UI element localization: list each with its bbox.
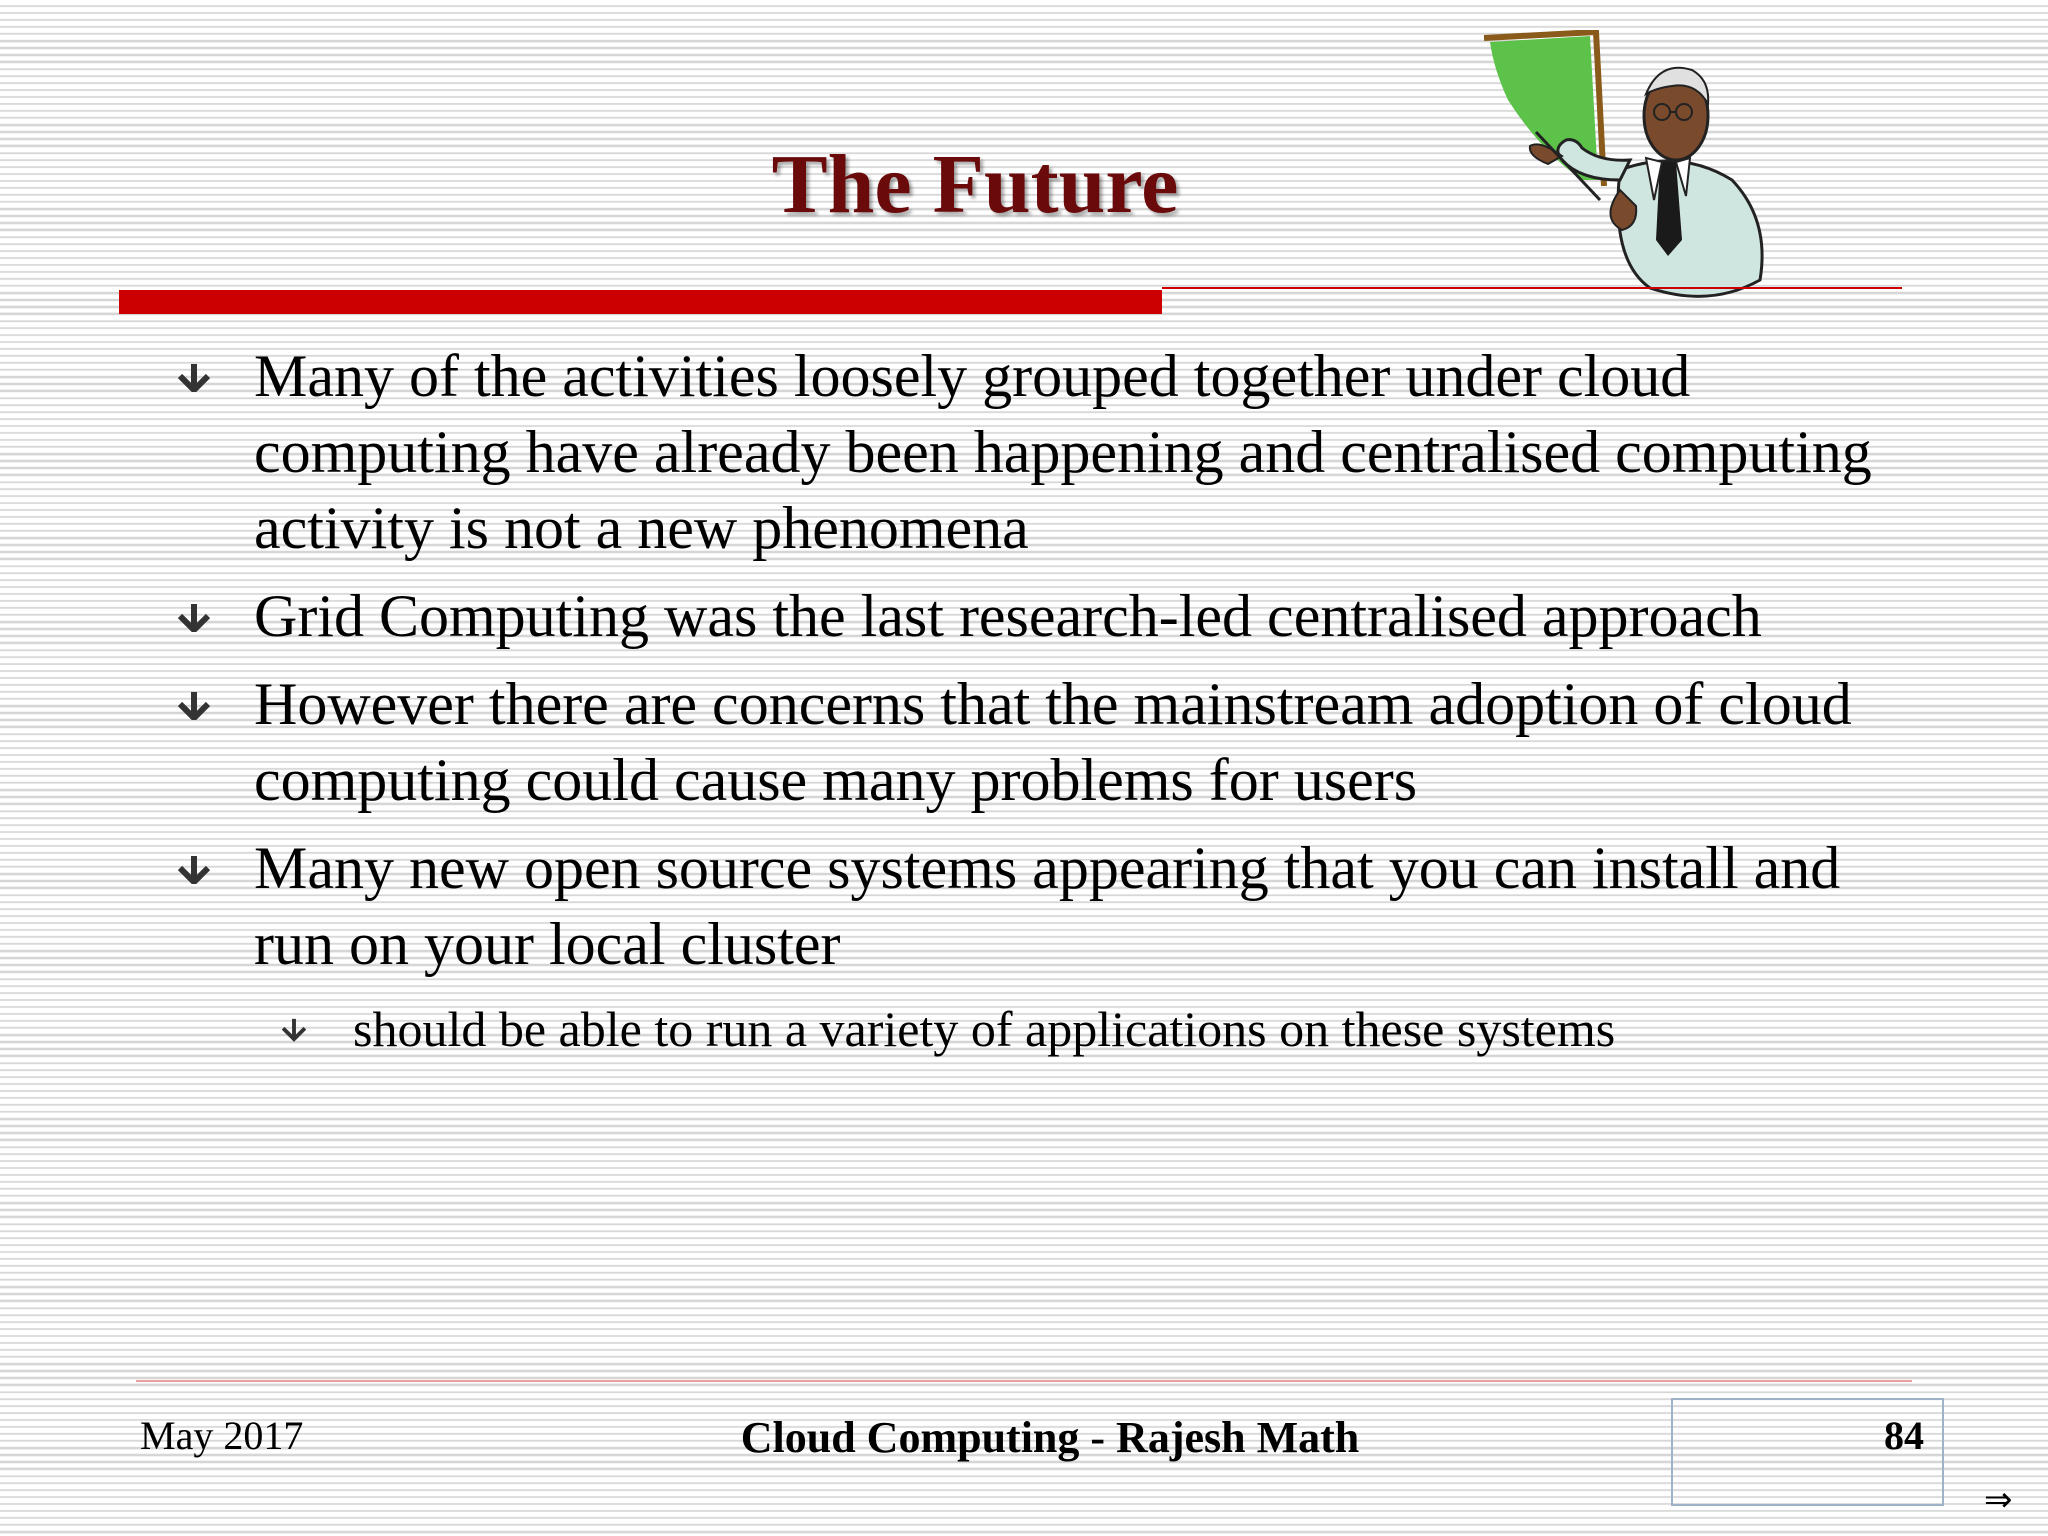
arrow-down-bullet-icon xyxy=(280,1016,308,1042)
sub-bullet-item xyxy=(170,994,1930,1064)
arrow-down-bullet-icon xyxy=(176,362,212,392)
slide-title: The Future xyxy=(771,138,1179,231)
title-accent-bar xyxy=(119,290,1162,314)
page-number: 84 xyxy=(1884,1413,1924,1458)
bullet-item xyxy=(170,830,1930,982)
footer-divider xyxy=(136,1380,1912,1382)
arrow-down-bullet-icon xyxy=(176,602,212,632)
bullet-item xyxy=(170,666,1930,818)
bullet-text: Grid Computing was the last research-led centralised approach xyxy=(254,583,1762,649)
bullet-item xyxy=(170,578,1930,654)
arrow-down-bullet-icon xyxy=(176,854,212,884)
bullet-text: Many new open source systems appearing that you can install and run on your local cluster xyxy=(254,835,1841,977)
bullet-item xyxy=(170,338,1930,566)
presenter-clipart-icon xyxy=(1470,30,1790,300)
footer-date: May 2017 xyxy=(140,1413,304,1458)
slide-content xyxy=(170,338,1930,1064)
footer-title: Cloud Computing - Rajesh Math xyxy=(740,1413,1360,1462)
next-slide-arrow-icon[interactable]: ⇒ xyxy=(1984,1480,2013,1520)
bullet-text: Many of the activities loosely grouped together under cloud computing have already been happening and centralised computing activity is not a new phenomena xyxy=(254,343,1872,561)
title-accent-line xyxy=(1162,287,1902,289)
bullet-text: However there are concerns that the mainstream adoption of cloud computing could cause many problems for users xyxy=(254,671,1852,813)
sub-bullet-text: should be able to run a variety of applications on these systems xyxy=(353,1001,1616,1057)
arrow-down-bullet-icon xyxy=(176,690,212,720)
